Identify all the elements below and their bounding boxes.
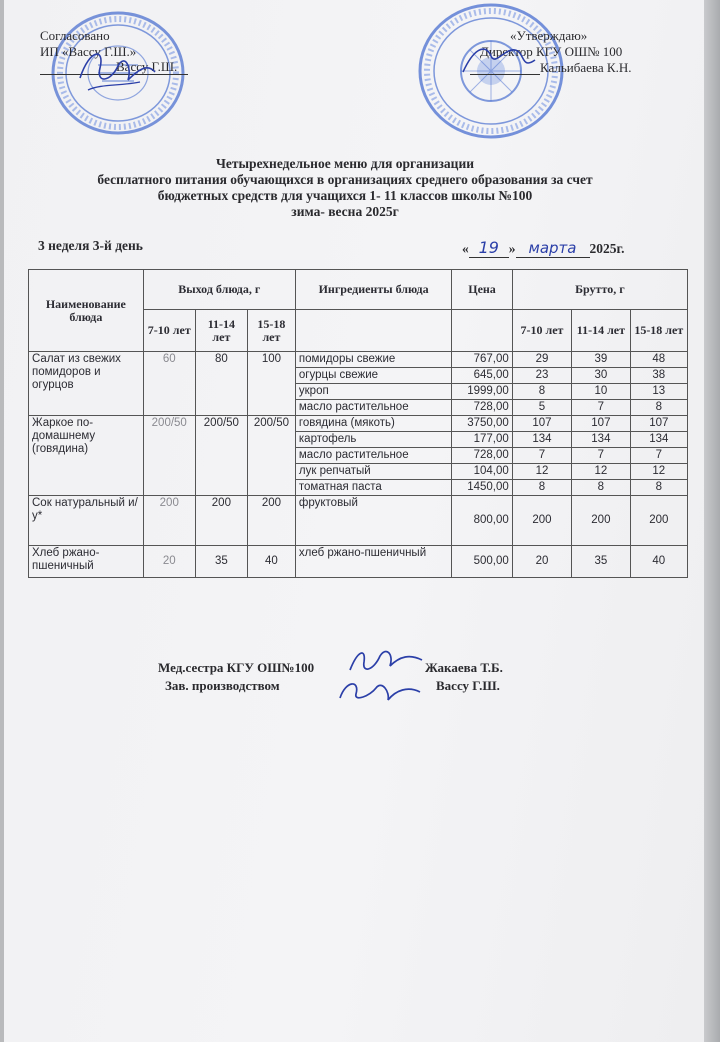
table-row xyxy=(29,496,688,546)
signature-left xyxy=(70,38,160,98)
gross-age3: 8 xyxy=(630,400,687,416)
gross-age3: 134 xyxy=(630,432,687,448)
gross-age1: 20 xyxy=(512,546,571,578)
table-row xyxy=(29,352,688,368)
menu-table xyxy=(28,269,688,578)
ingredient-price: 645,00 xyxy=(452,368,512,384)
header-ingredients-blank xyxy=(295,310,451,352)
ingredient-name: помидоры свежие xyxy=(295,352,451,368)
approval-left-line2: ИП «Вассу Г.Ш.» xyxy=(40,44,137,59)
title-line2: бесплатного питания обучающихся в организациях среднего образования за счет xyxy=(97,172,593,187)
dish-yield-age3: 200 xyxy=(247,496,295,546)
gross-age3: 13 xyxy=(630,384,687,400)
approval-left-line1: Согласовано xyxy=(40,28,110,43)
header-yield-age1: 7-10 лет xyxy=(143,310,195,352)
gross-age2: 39 xyxy=(572,352,630,368)
header-yield: Выход блюда, г xyxy=(143,270,295,310)
table-row xyxy=(29,546,688,578)
ingredient-price: 1999,00 xyxy=(452,384,512,400)
ingredient-name: огурцы свежие xyxy=(295,368,451,384)
ingredient-price: 104,00 xyxy=(452,464,512,480)
ingredient-name: укроп xyxy=(295,384,451,400)
ingredient-price: 728,00 xyxy=(452,400,512,416)
header-price-blank xyxy=(452,310,512,352)
ingredient-name: масло растительное xyxy=(295,448,451,464)
gross-age1: 23 xyxy=(512,368,571,384)
header-ingredients: Ингредиенты блюда xyxy=(295,270,451,310)
header-gross: Брутто, г xyxy=(512,270,687,310)
gross-age3: 8 xyxy=(630,480,687,496)
gross-age1: 8 xyxy=(512,384,571,400)
gross-age2: 7 xyxy=(572,400,630,416)
gross-age2: 12 xyxy=(572,464,630,480)
ingredient-name: картофель xyxy=(295,432,451,448)
ingredient-price: 3750,00 xyxy=(452,416,512,432)
dish-yield-age2: 80 xyxy=(195,352,247,416)
header-price: Цена xyxy=(452,270,512,310)
date-open-quote: « xyxy=(462,241,469,256)
ingredient-price: 767,00 xyxy=(452,352,512,368)
gross-age3: 12 xyxy=(630,464,687,480)
ingredient-name: фруктовый xyxy=(295,496,451,546)
gross-age2: 134 xyxy=(572,432,630,448)
ingredient-price: 500,00 xyxy=(452,546,512,578)
signature-footer xyxy=(330,640,430,710)
table-row xyxy=(29,416,688,432)
title-line1: Четырехнедельное меню для организации xyxy=(215,156,475,171)
gross-age3: 48 xyxy=(630,352,687,368)
gross-age2: 8 xyxy=(572,480,630,496)
date-line xyxy=(462,238,624,258)
ingredient-name: лук репчатый xyxy=(295,464,451,480)
header-gross-age3: 15-18 лет xyxy=(630,310,687,352)
gross-age2: 200 xyxy=(572,496,630,546)
dish-name: Жаркое по-домашнему (говядина) xyxy=(29,416,144,496)
gross-age1: 8 xyxy=(512,480,571,496)
dish-yield-age3: 40 xyxy=(247,546,295,578)
header-yield-age3: 15-18 лет xyxy=(247,310,295,352)
dish-name: Хлеб ржано-пшеничный xyxy=(29,546,144,578)
ingredient-price: 728,00 xyxy=(452,448,512,464)
approval-right-line1: «Утверждаю» xyxy=(510,28,588,43)
approval-left-line3: Вассу Г.Ш. xyxy=(116,59,178,74)
signature-right xyxy=(455,30,545,85)
gross-age1: 200 xyxy=(512,496,571,546)
gross-age2: 10 xyxy=(572,384,630,400)
date-month: марта xyxy=(516,239,590,258)
gross-age2: 30 xyxy=(572,368,630,384)
gross-age1: 7 xyxy=(512,448,571,464)
ingredient-name: масло растительное xyxy=(295,400,451,416)
date-close-quote: » xyxy=(508,241,516,256)
dish-yield-age2: 200/50 xyxy=(195,416,247,496)
gross-age1: 134 xyxy=(512,432,571,448)
gross-age1: 29 xyxy=(512,352,571,368)
header-yield-age2: 11-14 лет xyxy=(195,310,247,352)
page-edge-shadow xyxy=(704,0,720,1042)
approval-right-line2: Директор КГУ ОШ№ 100 xyxy=(480,44,623,59)
production-manager-label: Зав. производством xyxy=(165,678,280,693)
dish-yield-age3: 200/50 xyxy=(247,416,295,496)
dish-yield-age1: 200/50 xyxy=(143,416,195,496)
gross-age3: 200 xyxy=(630,496,687,546)
gross-age1: 107 xyxy=(512,416,571,432)
approval-right-line3: Кальибаева К.Н. xyxy=(540,60,632,75)
ingredient-price: 800,00 xyxy=(452,496,512,546)
dish-yield-age1: 200 xyxy=(143,496,195,546)
gross-age3: 40 xyxy=(630,546,687,578)
dish-yield-age1: 20 xyxy=(143,546,195,578)
ingredient-price: 1450,00 xyxy=(452,480,512,496)
production-manager-name: Вассу Г.Ш. xyxy=(436,678,500,693)
gross-age3: 107 xyxy=(630,416,687,432)
header-gross-age1: 7-10 лет xyxy=(512,310,571,352)
dish-yield-age3: 100 xyxy=(247,352,295,416)
week-day-label: 3 неделя 3-й день xyxy=(38,238,143,253)
ingredient-name: говядина (мякоть) xyxy=(295,416,451,432)
gross-age3: 38 xyxy=(630,368,687,384)
header-dish: Наименование блюда xyxy=(29,270,144,352)
dish-yield-age1: 60 xyxy=(143,352,195,416)
gross-age1: 12 xyxy=(512,464,571,480)
gross-age3: 7 xyxy=(630,448,687,464)
ingredient-name: хлеб ржано-пшеничный xyxy=(295,546,451,578)
ingredient-price: 177,00 xyxy=(452,432,512,448)
ingredient-name: томатная паста xyxy=(295,480,451,496)
gross-age1: 5 xyxy=(512,400,571,416)
dish-yield-age2: 35 xyxy=(195,546,247,578)
date-year: 2025г. xyxy=(589,241,625,256)
title-line4: зима- весна 2025г xyxy=(291,204,399,219)
header-gross-age2: 11-14 лет xyxy=(572,310,630,352)
gross-age2: 107 xyxy=(572,416,630,432)
nurse-label: Мед.сестра КГУ ОШ№100 xyxy=(158,660,315,675)
gross-age2: 35 xyxy=(572,546,630,578)
nurse-name: Жакаева Т.Б. xyxy=(425,660,503,675)
gross-age2: 7 xyxy=(572,448,630,464)
dish-name: Сок натуральный и/у* xyxy=(29,496,144,546)
date-day: 19 xyxy=(469,238,509,258)
dish-name: Салат из свежих помидоров и огурцов xyxy=(29,352,144,416)
dish-yield-age2: 200 xyxy=(195,496,247,546)
title-line3: бюджетных средств для учащихся 1- 11 классов школы №100 xyxy=(157,188,533,203)
